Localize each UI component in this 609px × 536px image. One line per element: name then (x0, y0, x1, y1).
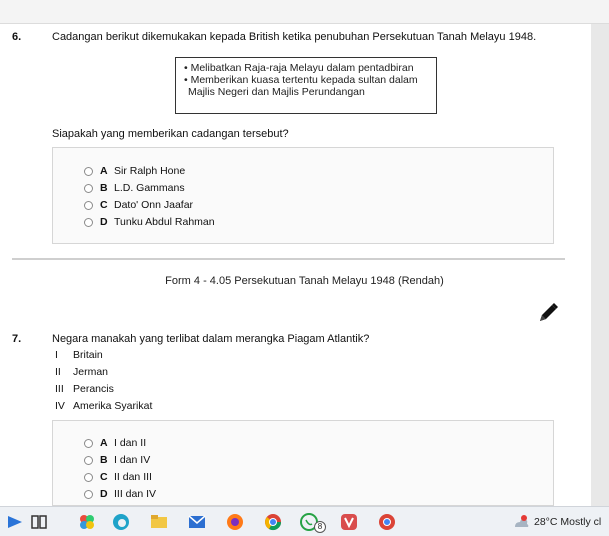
radio-icon[interactable] (84, 473, 93, 482)
mail-icon[interactable] (188, 513, 206, 531)
statement-2: • Memberikan kuasa tertentu kepada sultan dalam (184, 74, 418, 86)
statement-2-cont: Majlis Negeri dan Majlis Perundangan (188, 86, 365, 98)
edge-icon[interactable] (112, 513, 130, 531)
top-edge (0, 0, 609, 24)
question-6-prompt: Siapakah yang memberikan cadangan tersebut? (52, 128, 289, 140)
question-6-options (52, 147, 554, 244)
radio-icon[interactable] (84, 490, 93, 499)
question-7-number: 7. (12, 333, 22, 345)
notification-badge: 8 (314, 521, 326, 533)
file-explorer-icon[interactable] (150, 513, 168, 531)
section-divider (12, 258, 565, 260)
widgets-icon[interactable] (78, 513, 96, 531)
radio-icon[interactable] (84, 439, 93, 448)
q7-option-c[interactable]: C II dan III (84, 471, 152, 483)
topic-title: Form 4 - 4.05 Persekutuan Tanah Melayu 1948 (Rendah) (165, 275, 444, 287)
roman-item: IV Amerika Syarikat (55, 400, 153, 412)
weather-text[interactable]: 28°C Mostly cl (534, 516, 602, 528)
q7-option-b[interactable]: B I dan IV (84, 454, 150, 466)
roman-item: I Britain (55, 349, 103, 361)
radio-icon[interactable] (84, 167, 93, 176)
taskbar (0, 506, 609, 536)
task-view-icon[interactable] (30, 513, 48, 531)
q6-option-b[interactable]: B L.D. Gammans (84, 182, 185, 194)
radio-icon[interactable] (84, 218, 93, 227)
roman-item: II Jerman (55, 366, 109, 378)
q6-option-c[interactable]: C Dato' Onn Jaafar (84, 199, 193, 211)
question-7-text: Negara manakah yang terlibat dalam merangka Piagam Atlantik? (52, 333, 370, 345)
radio-icon[interactable] (84, 184, 93, 193)
question-6-number: 6. (12, 31, 22, 43)
scroll-edge[interactable] (591, 24, 609, 506)
chrome-icon[interactable] (264, 513, 282, 531)
vivaldi-icon[interactable] (340, 513, 358, 531)
q6-option-a[interactable]: A Sir Ralph Hone (84, 165, 185, 177)
pencil-icon[interactable] (537, 302, 559, 324)
q7-option-d[interactable]: D III dan IV (84, 488, 156, 500)
radio-icon[interactable] (84, 456, 93, 465)
weather-icon[interactable] (512, 513, 530, 531)
question-6-text: Cadangan berikut dikemukakan kepada British ketika penubuhan Persekutuan Tanah Melayu 1948. (52, 31, 537, 43)
start-icon[interactable] (6, 513, 24, 531)
chrome-profile-icon[interactable] (378, 513, 396, 531)
q6-option-d[interactable]: D Tunku Abdul Rahman (84, 216, 215, 228)
firefox-icon[interactable] (226, 513, 244, 531)
statement-box (175, 57, 437, 114)
radio-icon[interactable] (84, 201, 93, 210)
roman-item: III Perancis (55, 383, 114, 395)
q7-option-a[interactable]: A I dan II (84, 437, 146, 449)
statement-1: • Melibatkan Raja-raja Melayu dalam pentadbiran (184, 62, 414, 74)
